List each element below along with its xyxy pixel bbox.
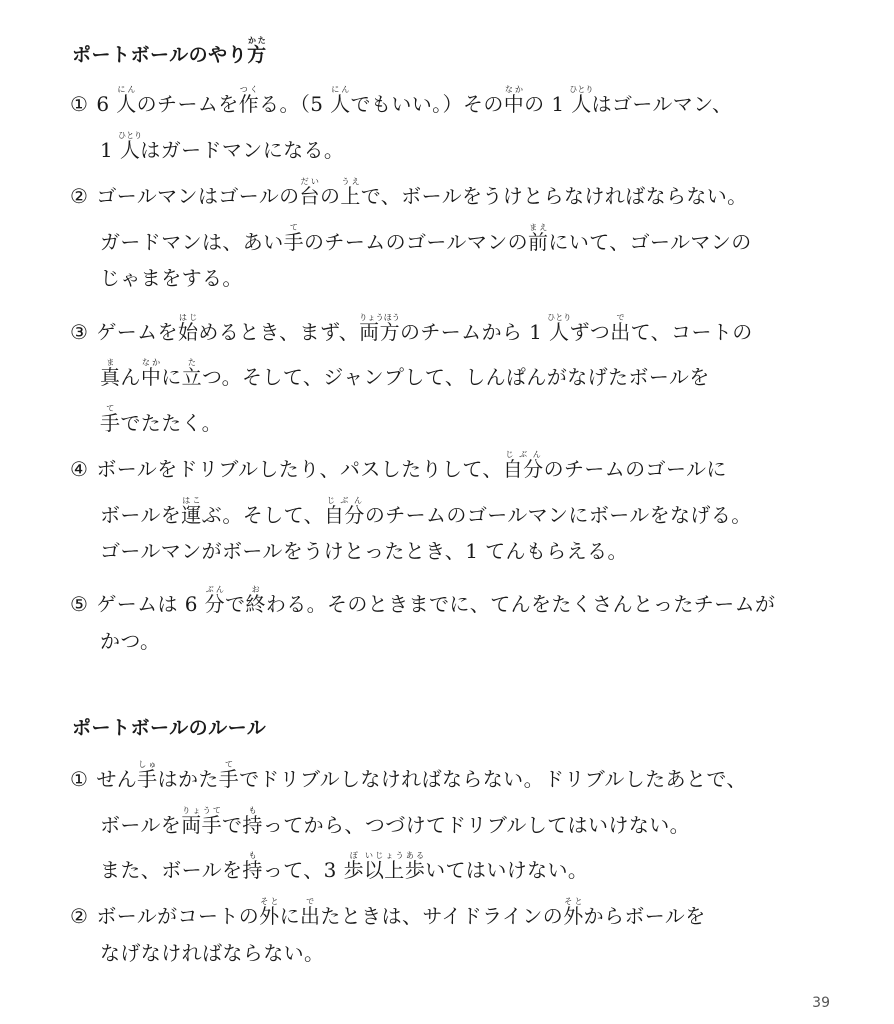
furigana-reading: た [181, 358, 203, 367]
kanji-base: 外 [259, 904, 280, 928]
kanji-base: 始 [177, 320, 199, 344]
text-run: つ。そして、ジャンプして、しんぱんがなげたボールを [202, 365, 710, 389]
furigana-kanji [245, 585, 266, 616]
kanji-base: 持 [242, 813, 263, 837]
furigana-reading: じぶん [324, 496, 365, 505]
text-run: また、ボールを [100, 858, 243, 882]
text-run: いてはいけない。 [425, 858, 589, 882]
list-item-start-line [70, 450, 727, 479]
furigana-kanji [363, 851, 405, 882]
item-number: ④ [70, 457, 89, 481]
furigana-reading: そと [259, 897, 280, 906]
text-run: ってから、つづけてドリブルしてはいけない。 [262, 813, 691, 837]
text-run: ゲームは 6 [96, 592, 205, 616]
item-number: ② [70, 904, 89, 928]
kanji-base: 人 [118, 138, 143, 162]
text-run: ゲームを [96, 320, 178, 344]
text-run: せん [96, 767, 138, 791]
list-item-continued-line [100, 496, 752, 525]
kanji-base: 人 [116, 92, 137, 116]
text-run: のチームのゴールマンの [304, 230, 529, 254]
furigana-reading: て [100, 404, 121, 413]
furigana-kanji [340, 177, 361, 208]
text-run: ゴールマンがボールをうけとったとき、1 てんもらえる。 [100, 539, 628, 563]
kanji-base: 人 [330, 92, 351, 116]
kanji-base: 歩 [404, 858, 426, 882]
kanji-base: 人 [569, 92, 594, 116]
kanji-base: 歩 [343, 858, 364, 882]
list-item-start-line [70, 177, 748, 206]
text-run: て、コートの [630, 320, 753, 344]
furigana-reading: ぶん [204, 585, 225, 594]
furigana-reading: そと [563, 897, 584, 906]
text-run: る。（5 [259, 92, 331, 116]
furigana-reading: だい [299, 177, 320, 186]
item-number: ① [70, 767, 89, 791]
kanji-base: 作 [238, 92, 260, 116]
furigana-reading: ある [404, 851, 426, 860]
furigana-reading: りょうて [181, 806, 222, 815]
text-run: に [279, 904, 300, 928]
text-run: はガードマンになる。 [140, 138, 345, 162]
kanji-base: 出 [299, 904, 321, 928]
furigana-reading: じぶん [502, 450, 544, 459]
text-run: はかた [157, 767, 219, 791]
kanji-base: 持 [242, 858, 263, 882]
text-run: なげなければならない。 [100, 941, 325, 965]
list-item-continued-line [100, 131, 344, 160]
kanji-base: 立 [181, 365, 203, 389]
furigana-reading: ま [100, 358, 121, 367]
list-item-start-line [70, 585, 775, 614]
list-item-continued-line [100, 806, 690, 835]
list-item-continued-line [100, 541, 628, 561]
furigana-reading: なか [503, 85, 525, 94]
furigana-kanji [610, 313, 631, 344]
text-run: で、ボールをうけとらなければならない。 [360, 184, 748, 208]
kanji-base: 両方 [359, 320, 400, 344]
list-item-continued-line [100, 404, 222, 433]
furigana-kanji [569, 85, 594, 116]
furigana-reading: つく [238, 85, 260, 94]
kanji-base: 自分 [502, 457, 544, 481]
furigana-kanji [242, 806, 263, 837]
text-run: のチームから 1 [399, 320, 550, 344]
kanji-base: 外 [563, 904, 584, 928]
text-run: めるとき、まず、 [198, 320, 360, 344]
text-run: ずつ [569, 320, 611, 344]
kanji-base: 両手 [181, 813, 223, 837]
text-run: 6 [96, 92, 117, 116]
text-run: で [222, 813, 243, 837]
text-run: にいて、ゴールマンの [548, 230, 752, 254]
kanji-base: 台 [299, 184, 320, 208]
text-run: の 1 [524, 92, 572, 116]
furigana-kanji [563, 897, 584, 928]
furigana-reading: て [218, 760, 240, 769]
furigana-kanji [299, 177, 320, 208]
furigana-kanji [100, 404, 121, 435]
furigana-kanji [118, 131, 143, 162]
furigana-reading: しゅ [137, 760, 158, 769]
furigana-reading: にん [330, 85, 351, 94]
text-run: たときは、サイドラインの [320, 904, 564, 928]
furigana-kanji [100, 358, 121, 389]
page-number: 39 [812, 995, 830, 1011]
kanji-base: 運 [181, 503, 202, 527]
furigana-kanji [330, 85, 351, 116]
furigana-kanji [204, 585, 225, 616]
text-run: はゴールマン、 [591, 92, 733, 116]
text-run: で [225, 592, 246, 616]
furigana-kanji [547, 313, 572, 344]
furigana-kanji [140, 358, 162, 389]
list-item-start-line [70, 85, 732, 114]
furigana-kanji [242, 851, 263, 882]
kanji-base: 手 [283, 230, 305, 254]
furigana-kanji [238, 85, 260, 116]
furigana-reading: まえ [528, 223, 549, 232]
kanji-base: 分 [204, 592, 225, 616]
furigana-reading: はこ [181, 496, 202, 505]
text-run: からボールを [583, 904, 706, 928]
furigana-reading: ひとり [547, 313, 572, 322]
furigana-reading: も [242, 806, 263, 815]
item-number: ③ [70, 320, 89, 344]
list-item-continued-line [100, 358, 710, 387]
text-run: って、3 [262, 858, 344, 882]
furigana-reading: て [283, 223, 305, 232]
section-heading-rules: ポートボールのルール [72, 717, 267, 739]
text-run: ん [120, 365, 141, 389]
furigana-reading: なか [140, 358, 162, 367]
furigana-kanji [181, 496, 202, 527]
heading-text: ポートボールのやり [72, 44, 248, 66]
text-run: ゴールマンはゴールの [96, 184, 300, 208]
item-number: ② [70, 184, 89, 208]
furigana-kanji [343, 851, 364, 882]
text-run: のチームのゴールに [543, 457, 727, 481]
furigana-kanji [259, 897, 280, 928]
furigana-kanji [528, 223, 549, 254]
furigana-kanji [116, 85, 137, 116]
text-run: ボールを [100, 813, 182, 837]
furigana-reading: ひとり [569, 85, 594, 94]
furigana-reading: にん [116, 85, 137, 94]
kanji-base: 終 [245, 592, 266, 616]
kanji-base: 出 [610, 320, 631, 344]
furigana-kanji [177, 313, 199, 344]
furigana-kanji [502, 450, 544, 481]
text-run: じゃまをする。 [100, 266, 243, 290]
kanji-base: 手 [218, 767, 240, 791]
kanji-base: 中 [140, 365, 162, 389]
furigana-reading: で [299, 897, 321, 906]
text-run: でもいい。）その [350, 92, 504, 116]
text-run: ボールがコートの [96, 904, 260, 928]
text-run: に [161, 365, 182, 389]
text-run: 1 [100, 138, 120, 162]
kanji-base: 前 [528, 230, 549, 254]
furigana-reading: うえ [340, 177, 361, 186]
furigana-kanji [181, 358, 203, 389]
kanji-base: 以上 [363, 858, 405, 882]
text-run: の [319, 184, 341, 208]
heading-kanji-ruby: 方かた [247, 36, 267, 66]
list-item-continued-line [100, 943, 324, 963]
text-run: ガードマンは、あい [100, 230, 284, 254]
text-run: ボールを [100, 503, 182, 527]
kanji-base: 自分 [324, 503, 365, 527]
list-item-continued-line [100, 223, 752, 252]
item-number: ① [70, 92, 89, 116]
furigana-reading: ひとり [118, 131, 143, 140]
list-item-start-line [70, 760, 747, 789]
section-heading-how-to-play [72, 36, 267, 67]
furigana-kanji [283, 223, 305, 254]
text-run: かつ。 [100, 629, 161, 653]
furigana-reading: いじょう [363, 851, 405, 860]
text-run: のチームを [136, 92, 239, 116]
furigana-kanji [137, 760, 158, 791]
list-item-start-line [70, 897, 706, 926]
text-run: のチームのゴールマンにボールをなげる。 [364, 503, 752, 527]
kanji-base: 手 [137, 767, 158, 791]
furigana-reading: ぽ [343, 851, 364, 860]
furigana-reading: はじ [177, 313, 199, 322]
text-run: でドリブルしなければならない。ドリブルしたあとで、 [239, 767, 747, 791]
list-item-continued-line [100, 631, 160, 651]
text-run: わる。そのときまでに、てんをたくさんとったチームが [265, 592, 776, 616]
furigana-kanji [299, 897, 321, 928]
furigana-kanji [218, 760, 240, 791]
furigana-reading: お [245, 585, 266, 594]
furigana-kanji [503, 85, 525, 116]
item-number: ⑤ [70, 592, 89, 616]
kanji-base: 中 [503, 92, 525, 116]
kanji-base: 人 [547, 320, 572, 344]
furigana-reading: りょうほう [359, 313, 400, 322]
kanji-base: 手 [100, 411, 121, 435]
kanji-base: 真 [100, 365, 121, 389]
furigana-reading: も [242, 851, 263, 860]
list-item-continued-line [100, 851, 588, 880]
kanji-base: 上 [340, 184, 361, 208]
furigana-reading: で [610, 313, 631, 322]
list-item-continued-line [100, 268, 243, 288]
list-item-start-line [70, 313, 753, 342]
text-run: ボールをドリブルしたり、パスしたりして、 [96, 457, 503, 481]
furigana-kanji [181, 806, 223, 837]
text-run: でたたく。 [120, 411, 223, 435]
text-run: ぶ。そして、 [201, 503, 325, 527]
furigana-kanji [324, 496, 365, 527]
furigana-kanji [404, 851, 426, 882]
furigana-kanji [359, 313, 400, 344]
